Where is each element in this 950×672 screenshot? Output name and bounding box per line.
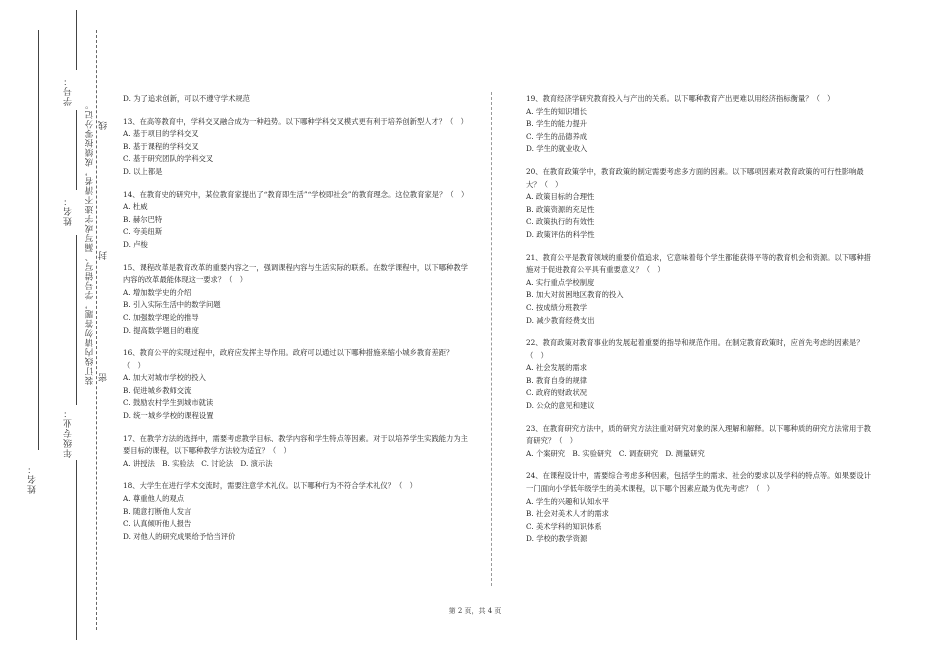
binding-line-lower <box>76 235 77 405</box>
option-b[interactable]: B. 加大对贫困地区教育的投入 <box>526 290 624 300</box>
question-22 <box>526 337 871 413</box>
left-column <box>123 93 468 553</box>
question-24 <box>526 470 871 546</box>
question-stem: 22、教育政策对教育事业的发展起着重要的指导和规范作用。在制定教育政策时，应首先考虑的因素是？（ ） <box>526 338 864 360</box>
question-stem: 21、教育公平是教育领域的重要价值追求，它意味着每个学生都能获得平等的教育机会和资源。以下哪种措施对于促进教育公平具有重要意义？（ ） <box>526 252 871 275</box>
option-b[interactable]: B. 引入实际生活中的数学问题 <box>123 300 221 310</box>
option-a[interactable]: A. 杜威 <box>123 202 148 212</box>
option-c[interactable]: C. 夸美纽斯 <box>123 227 163 237</box>
page-number: 第 2 页，共 4 页 <box>448 607 502 615</box>
option-c[interactable]: C. 按成绩分班教学 <box>526 302 588 312</box>
question-stem: 17、在教学方法的选择中，需要考虑教学目标、教学内容和学生特点等因素。对于以培养学生实践能力为主要目标的课程，以下哪种教学方法较为适宜？（ ） <box>123 433 468 456</box>
option-b[interactable]: B. 政策资源的充足性 <box>526 204 595 214</box>
option-d[interactable]: D. 提高数学题目的难度 <box>123 325 199 335</box>
question-18 <box>123 480 468 543</box>
option-d[interactable]: D. 减少教育经费支出 <box>526 315 595 325</box>
option-b[interactable]: B. 社会对美术人才的需求 <box>526 509 609 519</box>
option-b[interactable]: B. 随意打断他人发言 <box>123 506 192 516</box>
binding-margin <box>0 0 110 672</box>
option-c[interactable]: C. 基于研究团队的学科交叉 <box>123 154 214 164</box>
option-d[interactable]: D. 对他人的研究成果给予恰当评价 <box>123 531 236 541</box>
option-a[interactable]: A. 基于项目的学科交叉 <box>123 129 199 139</box>
question-stem: 18、大学生在进行学术交流时，需要注意学术礼仪。以下哪种行为不符合学术礼仪？（ ） <box>123 481 417 491</box>
option-a[interactable]: A. 政策目标的合理性 <box>526 192 595 202</box>
question-stem: 19、教育经济学研究教育投入与产出的关系。以下哪种教育产出更难以用经济指标衡量？（ ） <box>526 94 835 103</box>
question-16 <box>123 347 468 423</box>
student-id-label: 学号： <box>64 76 74 106</box>
option-b[interactable]: B. 基于课程的学科交叉 <box>123 141 199 151</box>
county-label: 姓名： <box>28 464 38 494</box>
option-a[interactable]: A. 社会发展的需求 <box>526 363 587 373</box>
option-a[interactable]: A. 学生的兴趣和认知水平 <box>526 496 609 506</box>
option-b[interactable]: B. 教育自身的规律 <box>526 375 588 385</box>
question-stem: 23、在教育研究方法中，质的研究方法注重对研究对象的深入理解和解释。以下哪种质的研究方法常用于教育研究？（ ） <box>526 423 871 446</box>
option-a[interactable]: A. 增加数学史的介绍 <box>123 287 192 297</box>
right-column <box>526 93 871 556</box>
option-c[interactable]: C. 美术学科的知识体系 <box>526 521 602 531</box>
seal-mark-feng: 封 <box>99 250 109 260</box>
binding-outer-line <box>38 30 39 450</box>
binding-notice: 装订线内请勿答题，学号错写、漏写或字迹不清者，成绩按零分记。 <box>85 100 95 385</box>
seal-mark-xian: 线 <box>99 120 109 130</box>
option-d[interactable]: D. 学生的就业收入 <box>526 144 588 154</box>
question-stem: 20、在教育政策学中，教育政策的制定需要考虑多方面的因素。以下哪项因素对教育政策的可行性影响最大？（ ） <box>526 166 864 189</box>
question-12-tail <box>123 93 468 106</box>
question-21 <box>526 252 871 328</box>
option-d[interactable]: D. 公众的意见和建议 <box>526 401 595 411</box>
option-d[interactable]: D. 政策评估的科学性 <box>526 229 595 239</box>
option-c[interactable]: C. 学生的品德养成 <box>526 131 588 141</box>
binding-line-top <box>76 10 77 70</box>
question-15 <box>123 262 468 338</box>
option-c[interactable]: C. 加强数学理论的推导 <box>123 312 199 322</box>
option-a[interactable]: A. 实行重点学校制度 <box>526 277 595 287</box>
grade-major-label: 年级专业： <box>64 408 74 458</box>
option-d[interactable]: D. 学校的教学资源 <box>526 534 588 544</box>
option-d[interactable]: D. 以上都是 <box>123 166 163 176</box>
question-19 <box>526 93 871 156</box>
option-a[interactable]: A. 加大对城市学校的投入 <box>123 373 206 383</box>
option-a[interactable]: A. 学生的知识增长 <box>526 106 587 116</box>
question-stem: 15、课程改革是教育改革的重要内容之一，强调课程内容与生活实际的联系。在数学课程中，以下哪种教学内容的改革最能体现这一要求？（ ） <box>123 262 468 285</box>
question-stem: 13、在高等教育中，学科交叉融合成为一种趋势。以下哪种学科交叉模式更有利于培养创新型人才？（ ） <box>123 116 468 126</box>
options-inline[interactable]: A. 个案研究 B. 实验研究 C. 调查研究 D. 测量研究 <box>526 448 705 458</box>
question-stem: 24、在课程设计中，需要综合考虑多种因素，包括学生的需求、社会的要求以及学科的特点等。如果要设计一门面向小学低年级学生的美术课程，以下哪个因素应最为优先考虑？（ ） <box>526 471 871 494</box>
option-c[interactable]: C. 鼓励农村学生到城市就读 <box>123 398 214 408</box>
question-23 <box>526 423 871 461</box>
question-stem: D. 为了追求创新，可以不遵守学术规范 <box>123 94 250 103</box>
option-c[interactable]: C. 政策执行的有效性 <box>526 217 595 227</box>
option-c[interactable]: C. 政府的财政状况 <box>526 388 588 398</box>
option-c[interactable]: C. 认真倾听他人报告 <box>123 519 192 529</box>
question-stem: 16、教育公平的实现过程中，政府应发挥主导作用。政府可以通过以下哪种措施来缩小城乡教育差距？（ ） <box>123 348 454 370</box>
option-b[interactable]: B. 赫尔巴特 <box>123 214 163 224</box>
option-b[interactable]: B. 学生的能力提升 <box>526 119 588 129</box>
name-label: 姓名： <box>64 196 74 226</box>
question-14 <box>123 189 468 252</box>
option-d[interactable]: D. 卢梭 <box>123 239 148 249</box>
option-d[interactable]: D. 统一城乡学校的课程设置 <box>123 411 214 421</box>
question-20 <box>526 166 871 242</box>
option-a[interactable]: A. 尊重他人的观点 <box>123 494 184 504</box>
question-13 <box>123 116 468 179</box>
option-b[interactable]: B. 促进城乡教师交流 <box>123 385 192 395</box>
column-divider <box>491 92 492 586</box>
question-stem: 14、在教育史的研究中，某位教育家提出了“教育即生活”“学校即社会”的教育理念。这位教育家是？（ ） <box>123 189 469 199</box>
options-inline[interactable]: A. 讲授法 B. 实验法 C. 讨论法 D. 演示法 <box>123 458 273 468</box>
binding-line-mid <box>76 110 77 190</box>
seal-mark-mi: 密 <box>99 372 109 382</box>
question-17 <box>123 433 468 471</box>
